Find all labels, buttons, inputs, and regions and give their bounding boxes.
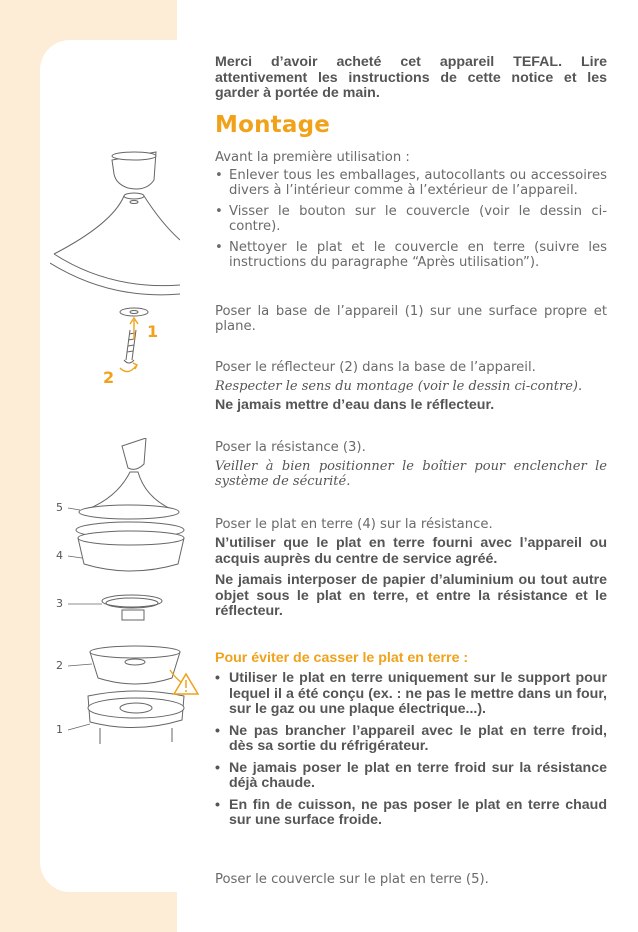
step-lid: Poser le couvercle sur le plat en terre (5). bbox=[215, 872, 489, 887]
part-label-resistance: 3 bbox=[56, 597, 63, 610]
part-label-reflector: 2 bbox=[56, 659, 63, 672]
warning-list bbox=[215, 671, 607, 829]
step-base: Poser la base de l’appareil (1) sur une surface propre et plane. bbox=[215, 304, 607, 334]
step-reflector-text: Poser le réflecteur (2) dans la base de l’appareil. bbox=[215, 360, 536, 375]
step-plate-block bbox=[215, 517, 607, 620]
step-reflector-block bbox=[215, 360, 607, 414]
step-resistance-text: Poser la résistance (3). bbox=[215, 440, 366, 455]
appliance-exploded-illustration bbox=[60, 438, 200, 768]
list-item: • Ne jamais poser le plat en terre froid sur la résistance déjà chaude. bbox=[215, 761, 607, 792]
warning-triangle-icon bbox=[174, 674, 198, 694]
section-title: Montage bbox=[215, 112, 331, 138]
part-label-base: 1 bbox=[56, 723, 63, 736]
list-item: • En fin de cuisson, ne pas poser le plat en terre chaud sur une surface froide. bbox=[215, 798, 607, 829]
part-label-plate: 4 bbox=[56, 549, 63, 562]
step-resistance-block bbox=[215, 440, 607, 489]
list-item: • Visser le bouton sur le couvercle (voir le dessin ci-contre). bbox=[215, 204, 607, 234]
before-first-use-list bbox=[215, 168, 607, 270]
step-plate-text: Poser le plat en terre (4) sur la résistance. bbox=[215, 517, 493, 532]
intro-paragraph: Merci d’avoir acheté cet appareil TEFAL. Lire attentivement les instructions de cette notice et les garder à portée de main. bbox=[215, 54, 607, 101]
warning-block bbox=[215, 650, 607, 829]
step-reflector-note: Respecter le sens du montage (voir le dessin ci-contre). bbox=[215, 379, 583, 394]
step-resistance-note: Veiller à bien positionner le boîtier pour enclencher le système de sécurité. bbox=[215, 459, 607, 489]
part-label-lid: 5 bbox=[56, 501, 63, 514]
list-item: • Utiliser le plat en terre uniquement sur le support pour lequel il a été conçu (ex. : ne pas le mettre dans un four, sur le gaz ou une plaque électrique...). bbox=[215, 671, 607, 718]
knob-label: 1 bbox=[147, 322, 159, 341]
lid-assembly-illustration bbox=[50, 150, 180, 390]
list-item: • Ne pas brancher l’appareil avec le plat en terre froid, dès sa sortie du réfrigérateur. bbox=[215, 724, 607, 755]
before-first-use-block bbox=[215, 150, 607, 270]
list-item: • Enlever tous les emballages, autocollants ou accessoires divers à l’intérieur comme à l’extérieur de l’appareil. bbox=[215, 168, 607, 198]
step-plate-warning-2: Ne jamais interposer de papier d’aluminium ou tout autre objet sous le plat en terre, et entre la résistance et le réflecteur. bbox=[215, 572, 607, 619]
step-plate-warning-1: N’utiliser que le plat en terre fourni avec l’appareil ou acquis auprès du centre de service agréé. bbox=[215, 535, 607, 567]
warning-heading: Pour éviter de casser le plat en terre : bbox=[215, 650, 469, 666]
before-first-use-heading: Avant la première utilisation : bbox=[215, 150, 410, 165]
list-item: • Nettoyer le plat et le couvercle en terre (suivre les instructions du paragraphe “Après utilisation”). bbox=[215, 240, 607, 270]
step-reflector-warning: Ne jamais mettre d’eau dans le réflecteur. bbox=[215, 397, 495, 413]
screw-label: 2 bbox=[103, 368, 115, 387]
